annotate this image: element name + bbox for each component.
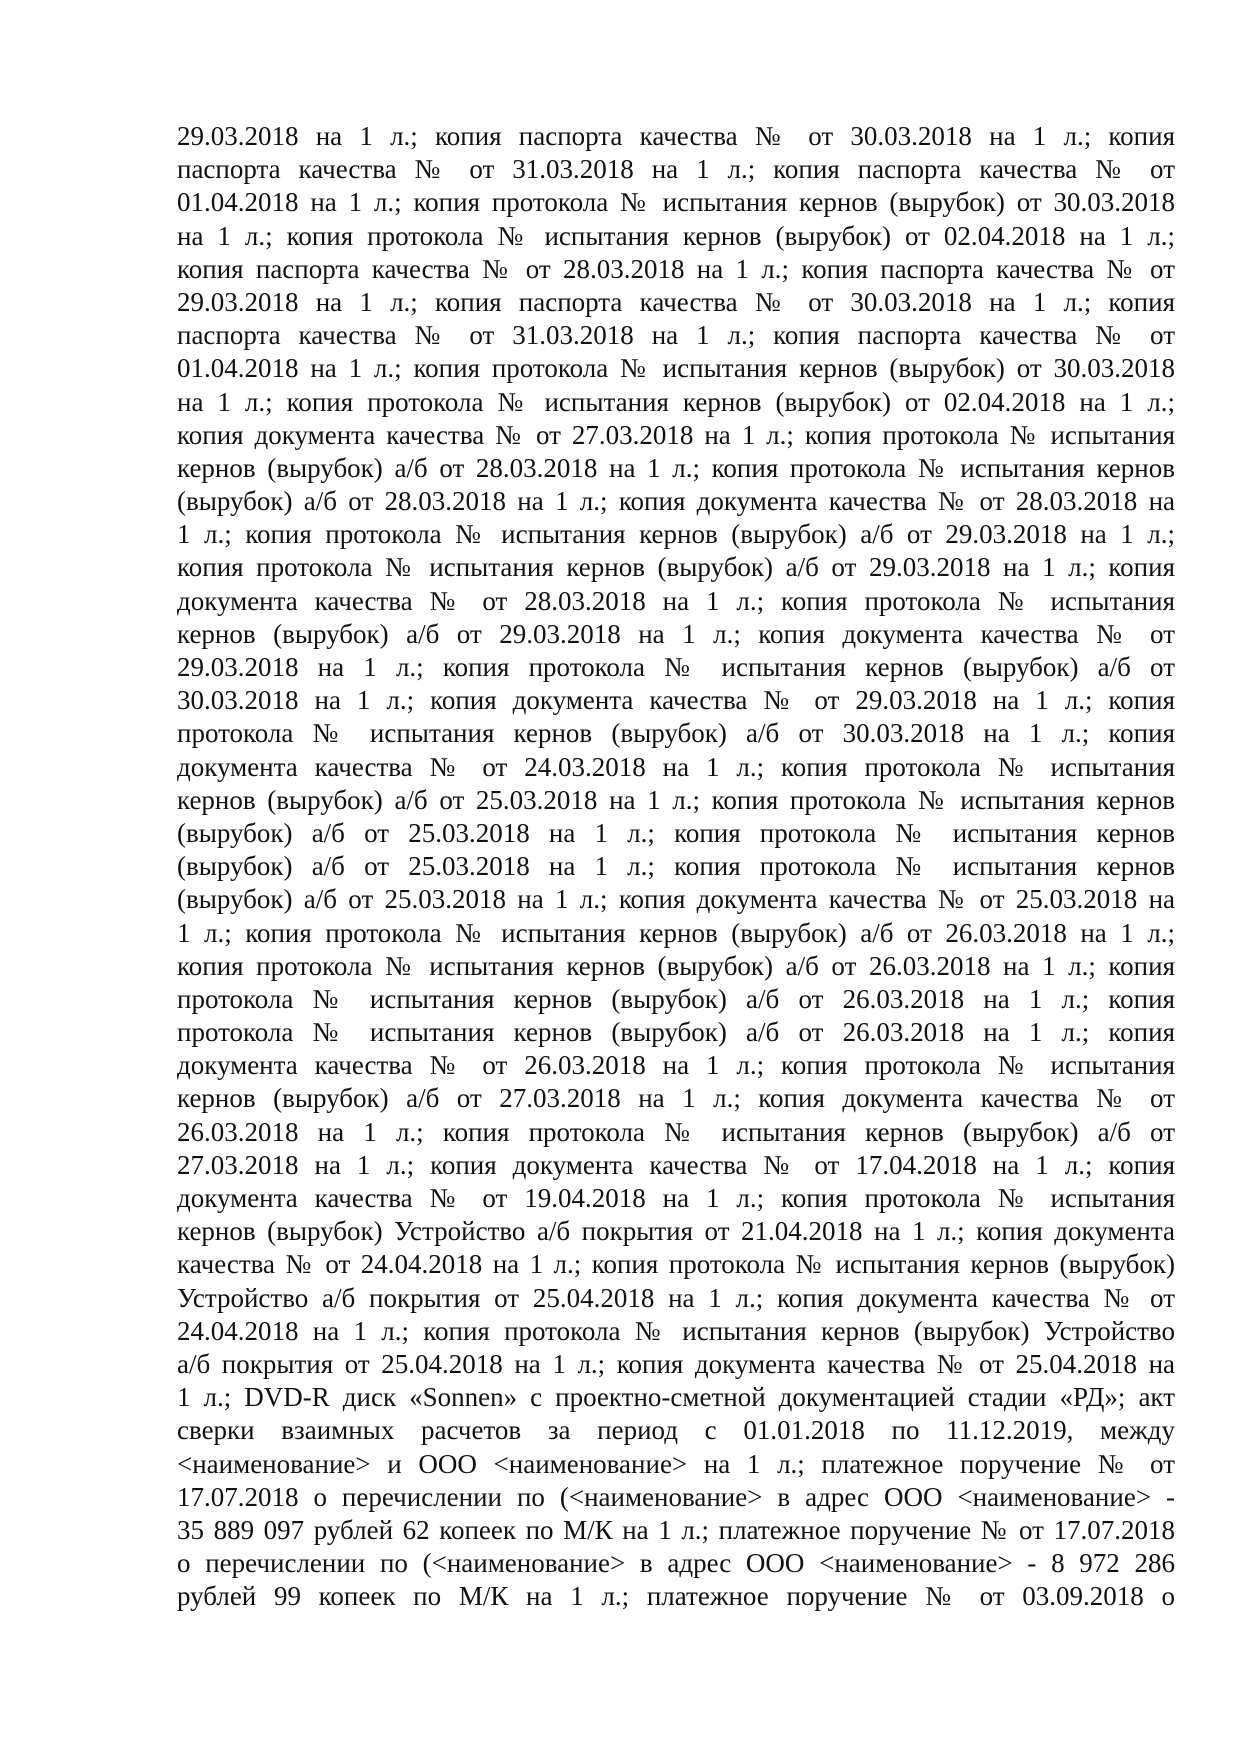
text-line: копия протокола № испытания кернов (вырубок) а/б от 26.03.2018 на 1 л.; копия: [177, 950, 1175, 981]
text-line: (вырубок) а/б от 25.03.2018 на 1 л.; копия протокола № испытания кернов: [177, 851, 1175, 882]
text-line: 27.03.2018 на 1 л.; копия документа качества № от 17.04.2018 на 1 л.; копия: [177, 1149, 1175, 1180]
text-line: протокола № испытания кернов (вырубок) а/б от 26.03.2018 на 1 л.; копия: [177, 1017, 1175, 1048]
text-line: кернов (вырубок) а/б от 27.03.2018 на 1 л.; копия документа качества № от: [177, 1083, 1175, 1114]
text-line: копия паспорта качества № от 28.03.2018 на 1 л.; копия паспорта качества № от: [177, 253, 1175, 284]
text-line: 1 л.; копия протокола № испытания кернов (вырубок) а/б от 26.03.2018 на 1 л.;: [177, 917, 1175, 948]
text-line: 24.04.2018 на 1 л.; копия протокола № испытания кернов (вырубок) Устройство: [177, 1315, 1175, 1346]
text-line: кернов (вырубок) Устройство а/б покрытия от 21.04.2018 на 1 л.; копия документа: [177, 1216, 1175, 1247]
text-line: документа качества № от 28.03.2018 на 1 л.; копия протокола № испытания: [177, 585, 1175, 616]
text-line: на 1 л.; копия протокола № испытания кернов (вырубок) от 02.04.2018 на 1 л.;: [177, 386, 1175, 417]
text-line: Устройство а/б покрытия от 25.04.2018 на 1 л.; копия документа качества № от: [177, 1282, 1175, 1313]
text-line: кернов (вырубок) а/б от 28.03.2018 на 1 л.; копия протокола № испытания кернов: [177, 452, 1175, 483]
text-line: паспорта качества № от 31.03.2018 на 1 л.; копия паспорта качества № от: [177, 320, 1175, 351]
text-line: 35 889 097 рублей 62 копеек по М/К на 1 л.; платежное поручение № от 17.07.2018: [177, 1514, 1175, 1545]
text-line: 1 л.; копия протокола № испытания кернов (вырубок) а/б от 29.03.2018 на 1 л.;: [177, 519, 1175, 550]
text-line: о перечислении по (<наименование> в адрес ООО <наименование> - 8 972 286: [177, 1548, 1175, 1579]
text-line: протокола № испытания кернов (вырубок) а/б от 30.03.2018 на 1 л.; копия: [177, 718, 1175, 749]
text-line: 26.03.2018 на 1 л.; копия протокола № испытания кернов (вырубок) а/б от: [177, 1116, 1175, 1147]
text-line: 17.07.2018 о перечислении по (<наименование> в адрес ООО <наименование> -: [177, 1481, 1175, 1512]
text-line: документа качества № от 26.03.2018 на 1 л.; копия протокола № испытания: [177, 1050, 1175, 1081]
text-line: документа качества № от 24.03.2018 на 1 л.; копия протокола № испытания: [177, 751, 1175, 782]
text-line: рублей 99 копеек по М/К на 1 л.; платежное поручение № от 03.09.2018 о: [177, 1581, 1175, 1612]
text-line: (вырубок) а/б от 25.03.2018 на 1 л.; копия документа качества № от 25.03.2018 на: [177, 884, 1175, 915]
text-line: качества № от 24.04.2018 на 1 л.; копия протокола № испытания кернов (вырубок): [177, 1249, 1175, 1280]
text-line: (вырубок) а/б от 25.03.2018 на 1 л.; копия протокола № испытания кернов: [177, 817, 1175, 848]
text-line: 1 л.; DVD-R диск «Sonnen» с проектно-сметной документацией стадии «РД»; акт: [177, 1382, 1175, 1413]
text-line: (вырубок) а/б от 28.03.2018 на 1 л.; копия документа качества № от 28.03.2018 на: [177, 486, 1175, 517]
text-line: документа качества № от 19.04.2018 на 1 л.; копия протокола № испытания: [177, 1183, 1175, 1213]
text-line: копия документа качества № от 27.03.2018 на 1 л.; копия протокола № испытания: [177, 419, 1175, 450]
text-line: 01.04.2018 на 1 л.; копия протокола № испытания кернов (вырубок) от 30.03.2018: [177, 353, 1175, 384]
text-line: паспорта качества № от 31.03.2018 на 1 л.; копия паспорта качества № от: [177, 154, 1175, 185]
text-line: копия протокола № испытания кернов (вырубок) а/б от 29.03.2018 на 1 л.; копия: [177, 552, 1175, 583]
text-line: сверки взаимных расчетов за период с 01.01.2018 по 11.12.2019, между: [177, 1415, 1175, 1446]
text-line: 01.04.2018 на 1 л.; копия протокола № испытания кернов (вырубок) от 30.03.2018: [177, 187, 1175, 218]
text-line: <наименование> и ООО <наименование> на 1 л.; платежное поручение № от: [177, 1448, 1175, 1479]
text-line: протокола № испытания кернов (вырубок) а/б от 26.03.2018 на 1 л.; копия: [177, 983, 1175, 1014]
text-line: 30.03.2018 на 1 л.; копия документа качества № от 29.03.2018 на 1 л.; копия: [177, 685, 1175, 716]
text-line: 29.03.2018 на 1 л.; копия протокола № испытания кернов (вырубок) а/б от: [177, 652, 1175, 682]
text-line: на 1 л.; копия протокола № испытания кернов (вырубок) от 02.04.2018 на 1 л.;: [177, 220, 1175, 251]
text-line: 29.03.2018 на 1 л.; копия паспорта качества № от 30.03.2018 на 1 л.; копия: [177, 121, 1175, 151]
text-line: а/б покрытия от 25.04.2018 на 1 л.; копия документа качества № от 25.04.2018 на: [177, 1348, 1175, 1379]
text-line: кернов (вырубок) а/б от 25.03.2018 на 1 л.; копия протокола № испытания кернов: [177, 784, 1175, 815]
document-body: [177, 120, 1175, 1613]
text-line: кернов (вырубок) а/б от 29.03.2018 на 1 л.; копия документа качества № от: [177, 618, 1175, 649]
text-line: 29.03.2018 на 1 л.; копия паспорта качества № от 30.03.2018 на 1 л.; копия: [177, 286, 1175, 317]
